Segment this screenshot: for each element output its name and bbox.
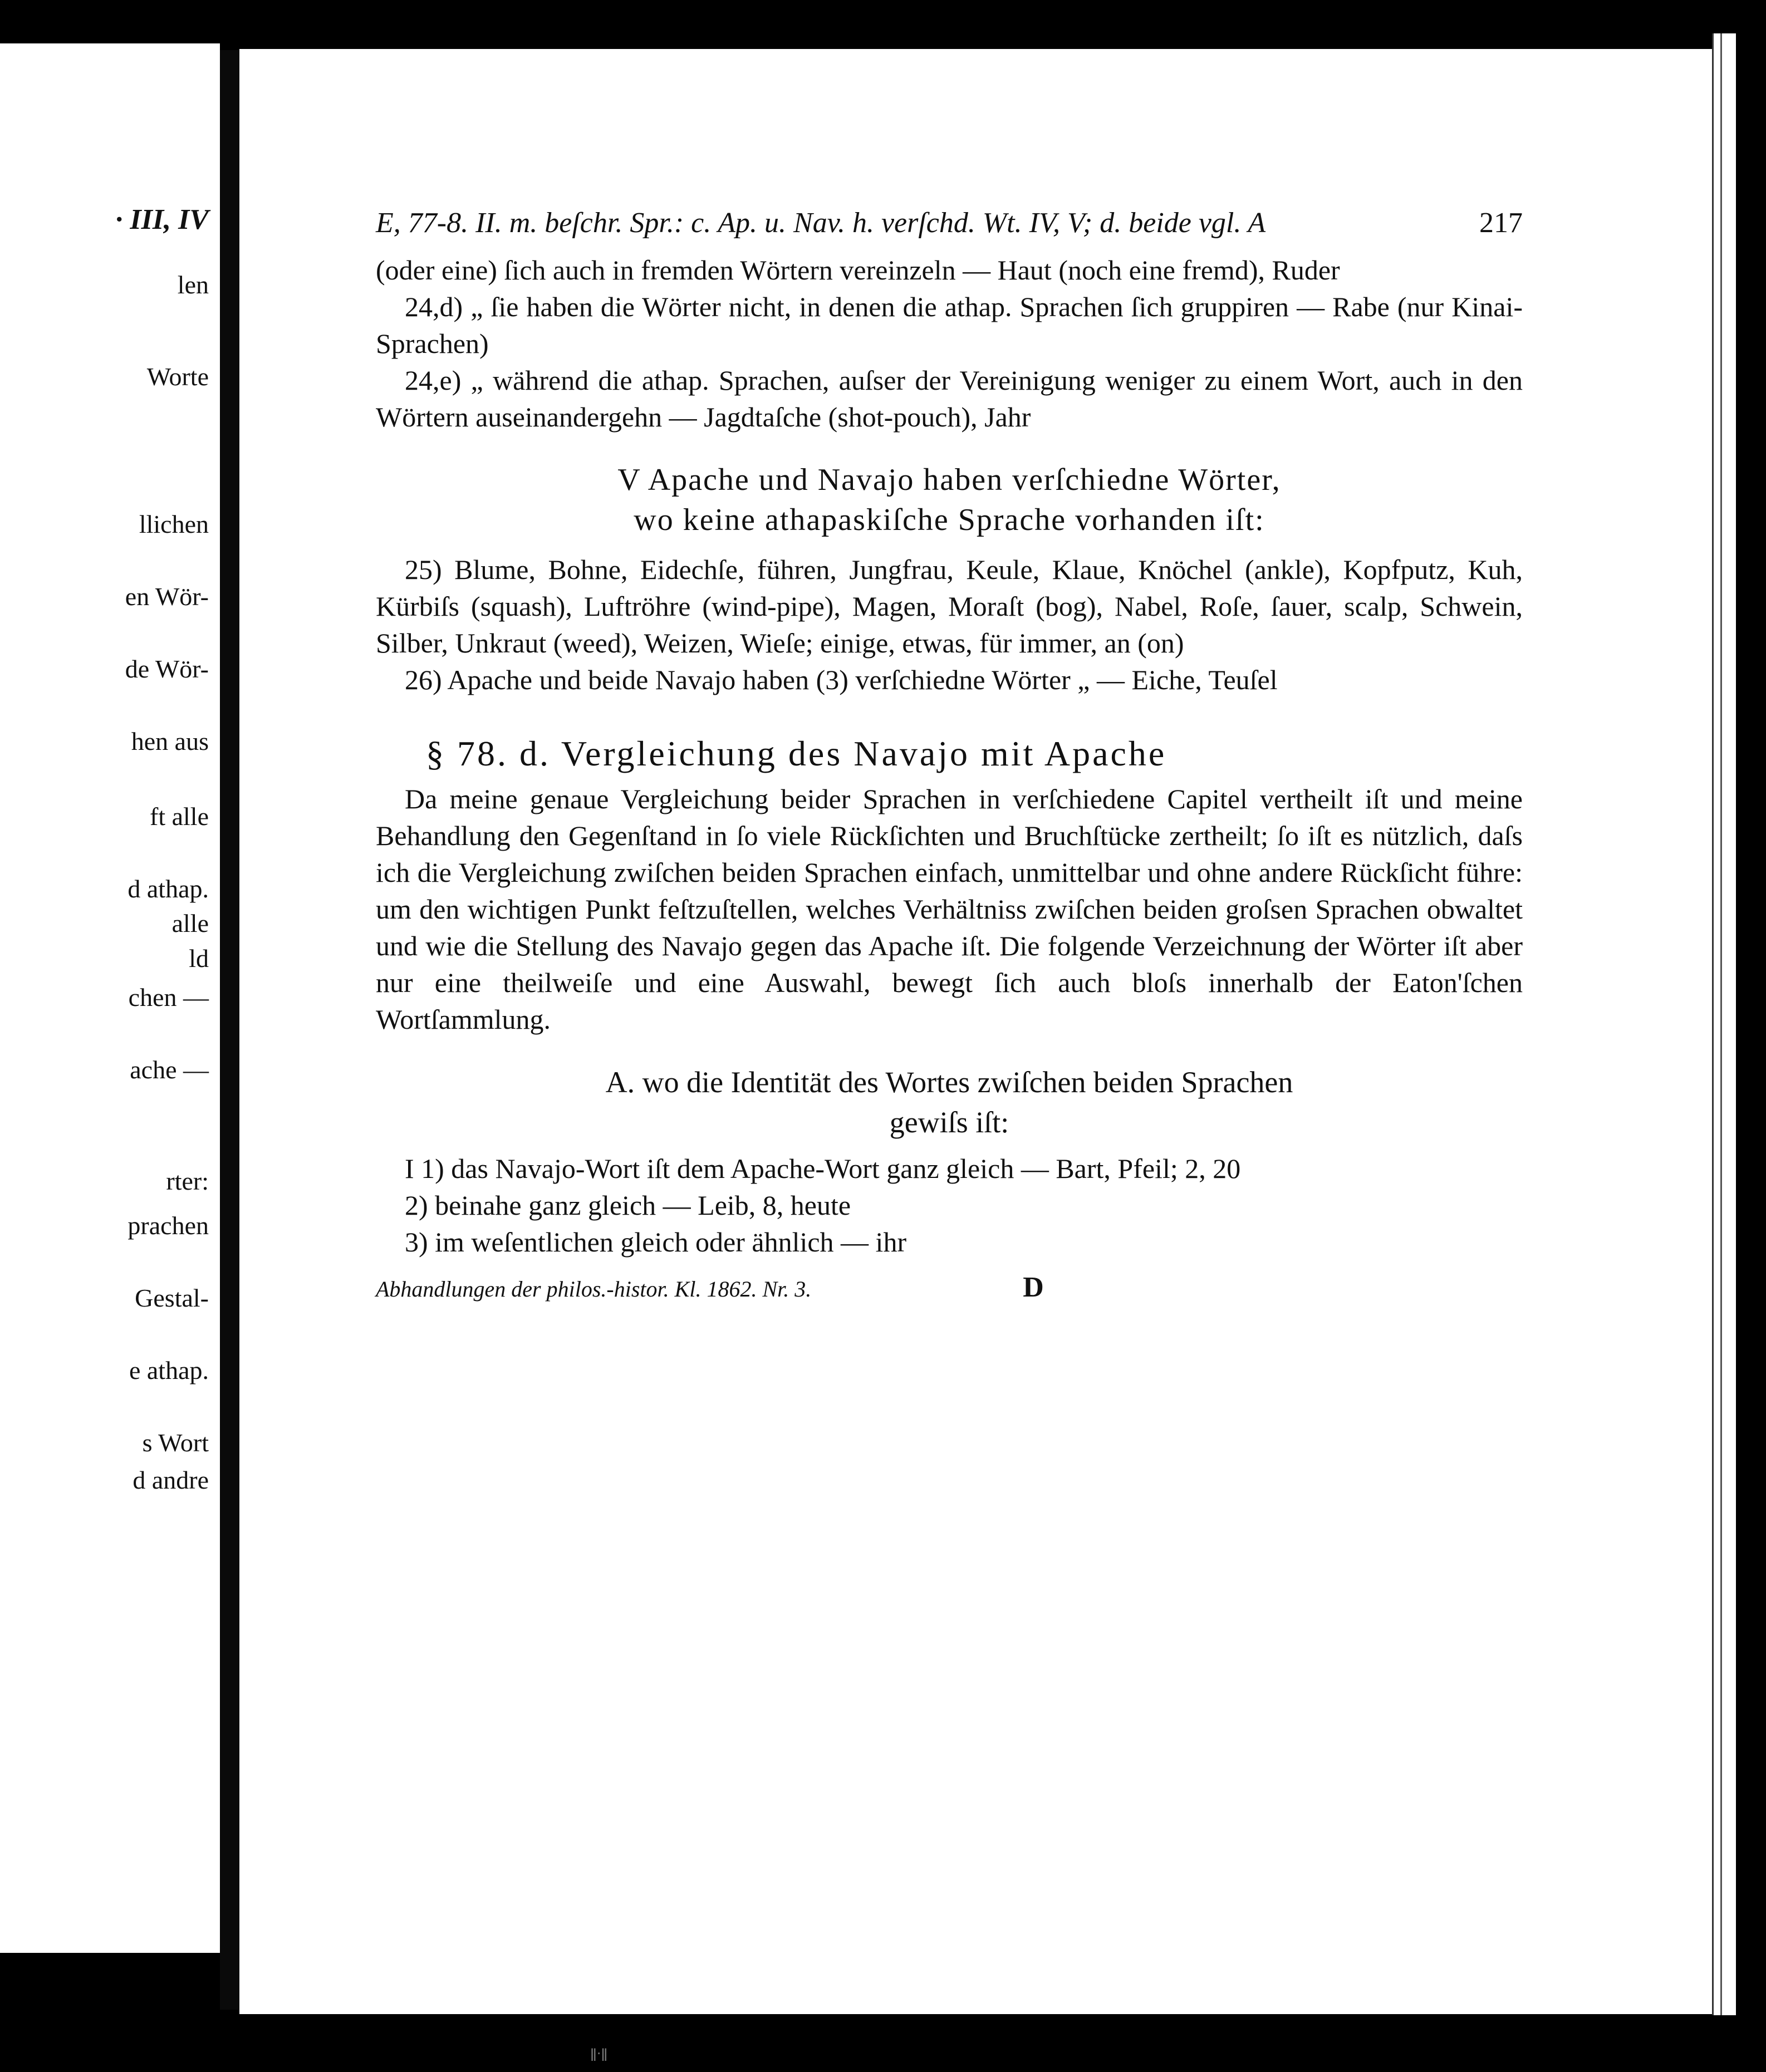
paragraph-continuation: (oder eine) ſich auch in fremden Wörtern vereinzeln — Haut (noch eine fremd), Ruder [376, 254, 1340, 286]
section-a-heading [376, 1062, 1523, 1142]
item-26: 26) Apache und beide Navajo haben (3) verſchiedne Wörter „ — Eiche, Teuſel [405, 664, 1278, 695]
page-edge [1712, 33, 1736, 2015]
left-page-fragment: rter: [166, 1167, 209, 1195]
left-page-fragment: e athap. [129, 1356, 209, 1384]
list-item-i2: 2) beinahe ganz gleich — Leib, 8, heute [405, 1190, 851, 1221]
paragraph-24e: 24,e) „ während die athap. Sprachen, auſser der Vereinigung weniger zu einem Wort, auch in den Wörtern auseinandergehn — Jagdtaſche (shot-pouch), Jahr [376, 365, 1523, 433]
left-page-fragment: · III, IV [115, 204, 209, 235]
section-a-line1: A. wo die Identität des Wortes zwiſchen beiden Sprachen [605, 1066, 1293, 1099]
left-page-fragment: de Wör- [125, 655, 209, 683]
left-page-fragment: d athap. [127, 875, 209, 903]
section-a-line2: gewiſs iſt: [889, 1106, 1009, 1139]
section-78-heading: § 78. d. Vergleichung des Navajo mit Apache [426, 734, 1167, 773]
left-page-fragment: en Wör- [125, 582, 209, 611]
right-page [239, 49, 1712, 2014]
paragraph-24d: 24,d) „ ſie haben die Wörter nicht, in denen die athap. Sprachen ſich gruppiren — Rabe (nur Kinai-Sprachen) [376, 291, 1523, 359]
left-page-fragment: len [177, 271, 209, 299]
left-page [0, 43, 220, 1953]
left-page-fragment: d andre [133, 1466, 209, 1494]
page-footer [376, 1269, 1523, 1308]
left-page-fragment: prachen [127, 1211, 209, 1240]
running-header [376, 205, 1523, 242]
section-v-line2: wo keine athapaskiſche Sprache vorhanden iſt: [634, 503, 1265, 537]
left-page-fragment: alle [171, 909, 209, 937]
bottom-mark: ǁ·ǁ [590, 2046, 608, 2061]
left-page-fragment: s Wort [142, 1428, 209, 1457]
left-page-fragment: llichen [139, 510, 209, 538]
left-page-fragment: chen — [128, 983, 209, 1012]
page-content [376, 205, 1523, 1308]
left-page-fragment: ache — [130, 1055, 209, 1084]
left-page-fragment: ld [189, 944, 209, 973]
left-page-fragment: Worte [146, 362, 209, 391]
left-page-fragment: ft alle [150, 802, 209, 831]
book-spine [220, 50, 239, 2010]
item-25: 25) Blume, Bohne, Eidechſe, führen, Jungfrau, Keule, Klaue, Knöchel (ankle), Kopfputz, Kuh, Kürbiſs (squash), Luftröhre (wind-pipe), Magen, Moraſt (bog), Nabel, Roſe, ſauer, scalp, Schwein, Silber, Unkraut (weed), Weizen, Wieſe; einige, etwas, für immer, an (on) [376, 554, 1523, 659]
section-v-line1: V Apache und Navajo haben verſchiedne Wörter, [617, 463, 1281, 497]
footer-citation: Abhandlungen der philos.-histor. Kl. 1862. Nr. 3. [376, 1276, 812, 1302]
page-number: 217 [1479, 207, 1523, 239]
left-page-fragment: hen aus [131, 727, 209, 755]
section-78-body: Da meine genaue Vergleichung beider Sprachen in verſchiedene Capitel vertheilt iſt und meine Behandlung den Gegenſtand in ſo viele Rückſichten und Bruchſtücke zertheilt; ſo iſt es nützlich, daſs ich die Vergleichung zwiſchen beiden Sprachen einfach, unmittelbar und ohne andere Rückſicht führe: um den wichtigen Punkt feſtzuſtellen, welches Verhältniss zwiſchen beiden groſsen Sprachen obwaltet und wie die Stellung des Navajo gegen das Apache iſt. Die folgende Verzeichnung der Wörter iſt aber nur eine theilweiſe und eine Auswahl, bewegt ſich auch bloſs innerhalb der Eaton'ſchen Wortſammlung. [376, 783, 1523, 1035]
running-header-title: E, 77-8. II. m. beſchr. Spr.: c. Ap. u. Nav. h. verſchd. Wt. IV, V; d. beide vgl. A [376, 207, 1266, 239]
list-item-i1: I 1) das Navajo-Wort iſt dem Apache-Wort ganz gleich — Bart, Pfeil; 2, 20 [405, 1153, 1241, 1184]
left-page-fragment: Gestal- [135, 1284, 209, 1312]
section-v-heading [376, 460, 1523, 540]
signature-mark: D [1023, 1271, 1044, 1303]
list-item-i3: 3) im weſentlichen gleich oder ähnlich — ihr [405, 1226, 907, 1258]
